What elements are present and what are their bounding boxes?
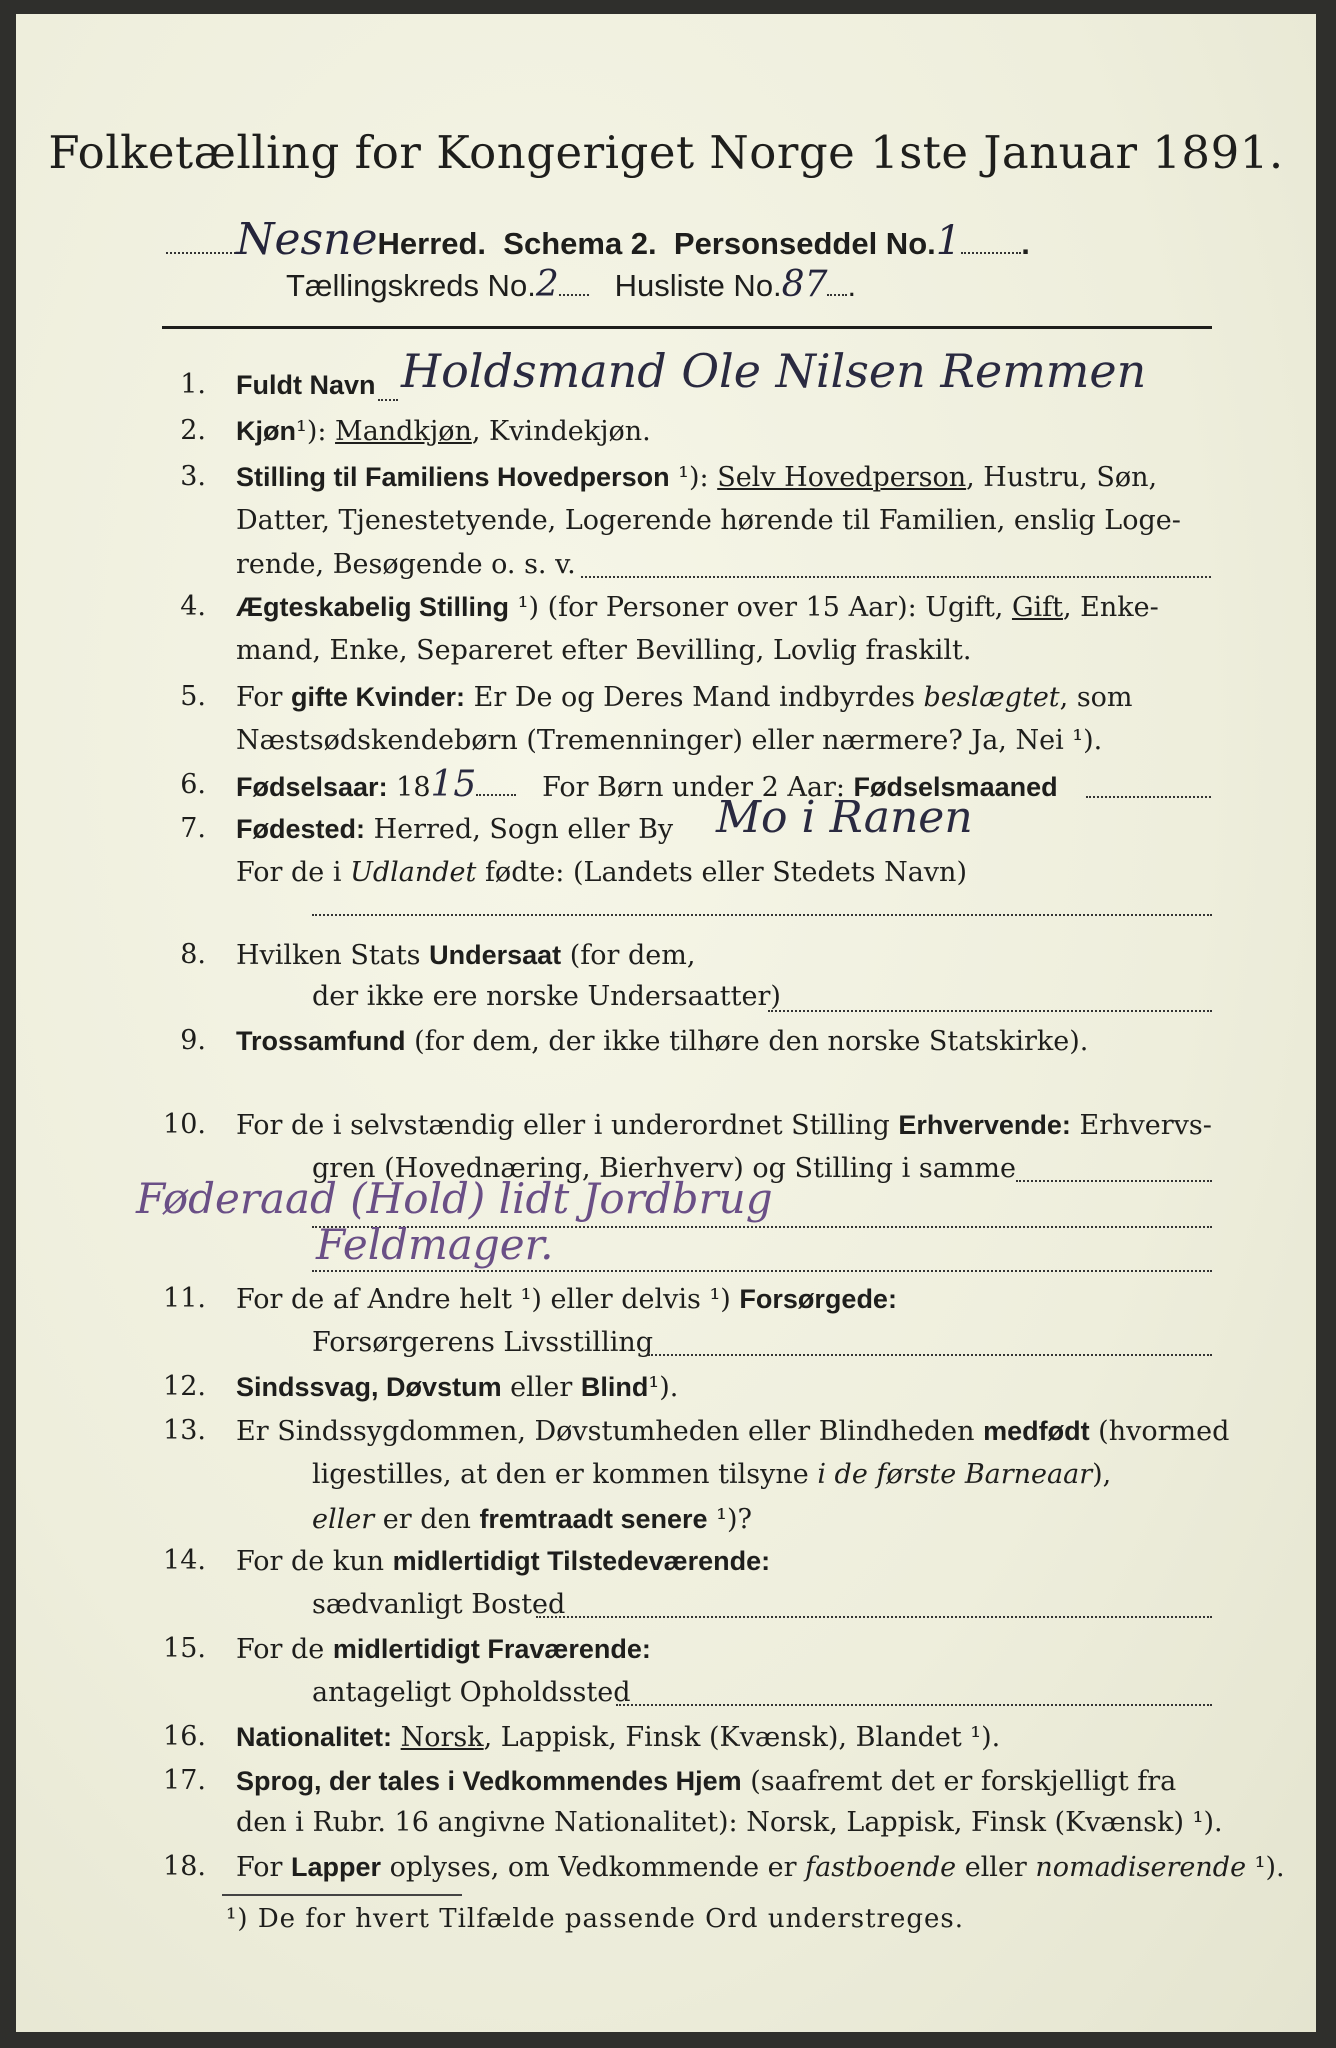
herred-line: NesneHerred. Schema 2. Personseddel No.1 . (166, 214, 1030, 265)
item-number: 18. (163, 1851, 206, 1882)
underlined-choice: Mandkjøn (335, 416, 472, 447)
item-text: Er Sindssygdommen, Døvstumheden eller Blindheden (236, 1416, 984, 1447)
item-text: ¹): (296, 416, 336, 447)
birthplace-value: Mo i Ranen (716, 792, 973, 843)
kreds-line: Tællingskreds No.2 Husliste No.87 . (286, 264, 857, 305)
item-number: 14. (163, 1545, 206, 1576)
item-label: Lapper (291, 1852, 382, 1882)
item-text: sædvanligt Bosted (312, 1589, 566, 1620)
item-text: er den (374, 1504, 480, 1535)
item-number: 7. (180, 813, 206, 844)
item-label: Fødested: (236, 814, 366, 844)
item-text: Udlandet (350, 857, 477, 888)
occupation-value: Føderaad (Hold) lidt Jordbrug (136, 1174, 773, 1223)
item-number: 10. (163, 1109, 206, 1140)
item-number: 11. (163, 1283, 206, 1314)
item-text: For (236, 1852, 292, 1883)
item-text: rende, Besøgende o. s. v. (236, 549, 576, 580)
item-text: fødte: (Landets eller Stedets Navn) (476, 857, 967, 888)
item-label: Undersaat (429, 940, 562, 970)
item-text: den i Rubr. 16 angivne Nationalitet): Norsk, Lappisk, Finsk (Kvænsk) ¹). (236, 1807, 1223, 1838)
item-text: Hvilken Stats (236, 940, 430, 971)
occupation-value-2: Feldmager. (316, 1220, 554, 1269)
item-text: For de af Andre helt ¹) eller delvis ¹) (236, 1284, 740, 1315)
underlined-choice: Gift (1011, 592, 1064, 623)
item-text: eller (501, 1372, 581, 1403)
item-label: Stilling til Familiens Hovedperson (236, 462, 670, 492)
item-label: Forsørgede: (739, 1284, 897, 1314)
item-label: Fuldt Navn (236, 370, 376, 400)
item-number: 3. (180, 461, 206, 492)
item-text: , Kvindekjøn. (471, 416, 651, 447)
form-title: Folketælling for Kongeriget Norge 1ste Januar 1891. (48, 126, 1284, 179)
herred-value: Nesne (236, 214, 378, 265)
item-text: For de kun (236, 1546, 393, 1577)
underlined-choice: Selv Hovedperson (717, 462, 967, 493)
item-text: ), (1092, 1459, 1112, 1490)
underlined-choice: Norsk (400, 1722, 484, 1753)
item-label: fremtraadt senere (479, 1504, 708, 1534)
item-text: fastboende (805, 1852, 957, 1883)
husliste-label: Husliste No. (614, 268, 782, 303)
item-label: Nationalitet: (236, 1722, 393, 1752)
item-text: ¹). (1246, 1852, 1285, 1883)
item-text: mand, Enke, Separeret efter Bevilling, Lovlig fraskilt. (236, 635, 972, 666)
item-number: 5. (180, 681, 206, 712)
census-form (16, 14, 1316, 2032)
item-number: 12. (163, 1371, 206, 1402)
item-text (392, 1722, 401, 1753)
item-text: ligestilles, at den er kommen tilsyne (312, 1459, 818, 1490)
item-label: medfødt (983, 1416, 1090, 1446)
item-text: beslægtet (923, 682, 1060, 713)
item-text: For de i selvstændig eller i underordnet Stilling (236, 1110, 899, 1141)
item-label: Sindssvag, Døvstum (236, 1372, 502, 1402)
item-label: midlertidigt Fraværende: (332, 1634, 651, 1664)
item-text: eller (312, 1504, 375, 1535)
item-text: (hvormed (1089, 1416, 1230, 1447)
item-text: gren (Hovednæring, Bierhverv) og Stilling i samme (312, 1153, 1017, 1184)
item-label: Blind (580, 1372, 649, 1402)
item-text: For de i (236, 857, 351, 888)
item-number: 9. (180, 1025, 206, 1056)
item-label: Ægteskabelig Stilling (236, 592, 510, 622)
item-text: (for dem, (561, 940, 696, 971)
full-name-value: Holdsmand Ole Nilsen Remmen (401, 344, 1147, 398)
item-label: Trossamfund (236, 1026, 406, 1056)
item-label: Fødselsaar: (236, 772, 388, 802)
item-text: For Børn under 2 Aar: (542, 772, 854, 803)
husliste-value: 87 (781, 264, 828, 305)
personseddel-label: Personseddel No. (673, 226, 936, 261)
item-text: , Hustru, Søn, (966, 462, 1158, 493)
item-text: ¹)? (707, 1504, 752, 1535)
birth-year-value: 15 (430, 764, 477, 805)
schema-label: Schema 2. (503, 226, 657, 261)
item-text: oplyses, om Vedkommende er (381, 1852, 806, 1883)
item-text: (saafremt det er forskjelligt fra (741, 1766, 1177, 1797)
item-label: gifte Kvinder: (291, 682, 466, 712)
item-number: 8. (180, 939, 206, 970)
item-text: nomadiserende (1035, 1852, 1247, 1883)
item-label: midlertidigt Tilstedeværende: (392, 1546, 771, 1576)
item-text: , som (1059, 682, 1133, 713)
item-label: Kjøn (236, 416, 296, 446)
item-number: 17. (163, 1765, 206, 1796)
item-number: 4. (180, 591, 206, 622)
kreds-label: Tællingskreds No. (286, 268, 536, 303)
item-text: , Enke- (1063, 592, 1159, 623)
item-number: 1. (180, 369, 206, 400)
personseddel-value: 1 (935, 218, 962, 264)
item-number: 6. (180, 769, 206, 800)
item-text: ¹). (648, 1372, 679, 1403)
item-text: 18 (387, 772, 431, 803)
item-label: Erhvervende: (898, 1110, 1071, 1140)
item-text: der ikke ere norske Undersaatter) (312, 981, 781, 1012)
item-text: i de første Barneaar (817, 1459, 1093, 1490)
item-text: Næstsødskendebørn (Tremenninger) eller nærmere? Ja, Nei ¹). (236, 725, 1103, 756)
herred-label: Herred. (377, 226, 487, 261)
item-text: Er De og Deres Mand indbyrdes (465, 682, 924, 713)
item-text: For (236, 682, 292, 713)
footnote-separator (222, 1894, 462, 1896)
item-text: Erhvervs- (1070, 1110, 1212, 1141)
item-text: antageligt Opholdssted (312, 1677, 631, 1708)
item-number: 13. (163, 1415, 206, 1446)
header-rule (162, 326, 1212, 329)
item-number: 2. (180, 415, 206, 446)
item-text: eller (956, 1852, 1036, 1883)
item-text: Herred, Sogn eller By (365, 814, 674, 845)
kreds-value: 2 (535, 264, 559, 305)
item-text: For de (236, 1634, 333, 1665)
item-text: , Lappisk, Finsk (Kvænsk), Blandet ¹). (483, 1722, 1001, 1753)
item-label: Fødselsmaaned (853, 772, 1058, 802)
item-number: 16. (163, 1721, 206, 1752)
item-text: ¹): (669, 462, 718, 493)
item-number: 15. (163, 1633, 206, 1664)
footnote: ¹) De for hvert Tilfælde passende Ord understreges. (226, 1904, 965, 1934)
item-text: Forsørgerens Livsstilling (312, 1327, 654, 1358)
item-label: Sprog, der tales i Vedkommendes Hjem (236, 1766, 742, 1796)
item-text: Datter, Tjenestetyende, Logerende hørende til Familien, enslig Loge- (236, 505, 1181, 536)
item-text: (for dem, der ikke tilhøre den norske Statskirke). (405, 1026, 1089, 1057)
item-text: ¹) (for Personer over 15 Aar): Ugift, (509, 592, 1012, 623)
